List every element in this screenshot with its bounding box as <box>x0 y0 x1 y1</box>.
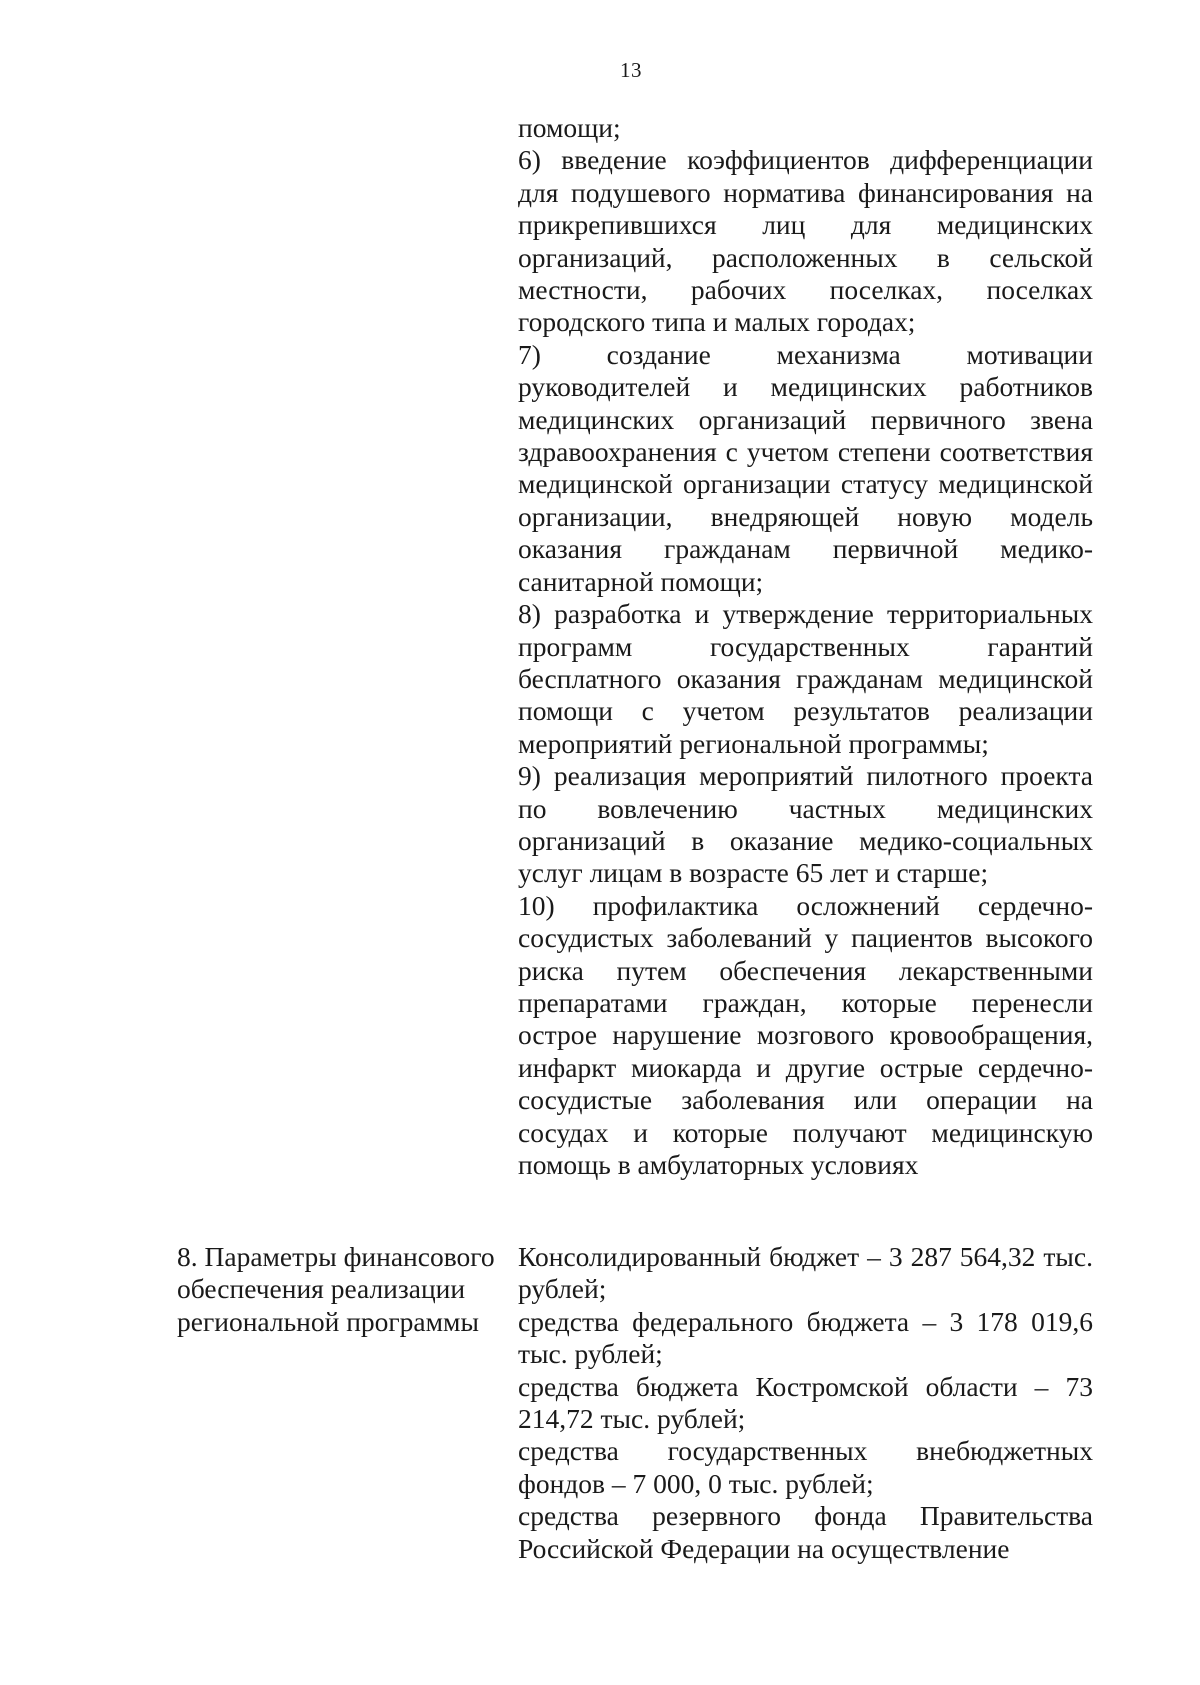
finance-label-line: обеспечения реализации <box>177 1273 466 1305</box>
finance-regional-budget: средства бюджета Костромской области – 73 214,72 тыс. рублей; <box>518 1370 1093 1435</box>
measures-continuation <box>518 112 1093 1181</box>
finance-section-label <box>177 1241 517 1338</box>
measure-continuation-lead: помощи; <box>518 112 621 143</box>
finance-extrabudgetary-funds: средства государственных внебюджетных фондов – 7 000, 0 тыс. рублей; <box>518 1435 1093 1499</box>
finance-section-values <box>518 1241 1093 1565</box>
measure-item-7: 7) создание механизма мотивации руководителей и медицинских работников медицинских организаций первичного звена здравоохранения с учетом степени соответствия медицинской организации статусу медицинской организации, внедряющей новую модель оказания гражданам первичной медико-санитарной помощи; <box>518 338 1093 597</box>
finance-label-line: региональной программы <box>177 1305 479 1337</box>
measure-item-9: 9) реализация мероприятий пилотного проекта по вовлечению частных медицинских организаций в оказание медико-социальных услуг лицам в возрасте 65 лет и старше; <box>518 760 1093 889</box>
finance-consolidated-budget: Консолидированный бюджет – 3 287 564,32 тыс. рублей; <box>518 1241 1093 1305</box>
finance-reserve-fund: средства резервного фонда Правительства Российской Федерации на осуществление <box>518 1500 1093 1564</box>
measure-item-10: 10) профилактика осложнений сердечно-сосудистых заболеваний у пациентов высокого риска путем обеспечения лекарственными препаратами граждан, которые перенесли острое нарушение мозгового кровообращения, инфаркт миокарда и другие острые сердечно-сосудистые заболевания или операции на сосудах и которые получают медицинскую помощь в амбулаторных условиях <box>518 889 1093 1180</box>
page-number: 13 <box>620 58 642 82</box>
finance-federal-budget: средства федерального бюджета – 3 178 019,6 тыс. рублей; <box>518 1305 1093 1370</box>
measure-item-8: 8) разработка и утверждение территориальных программ государственных гарантий бесплатного оказания гражданам медицинской помощи с учетом результатов реализации мероприятий региональной программы; <box>518 598 1093 759</box>
finance-label-line: 8. Параметры финансового <box>177 1241 495 1272</box>
measure-item-6: 6) введение коэффициентов дифференциации для подушевого норматива финансирования на прикрепившихся лиц для медицинских организаций, расположенных в сельской местности, рабочих поселках, поселках городского типа и малых городах; <box>518 144 1093 338</box>
